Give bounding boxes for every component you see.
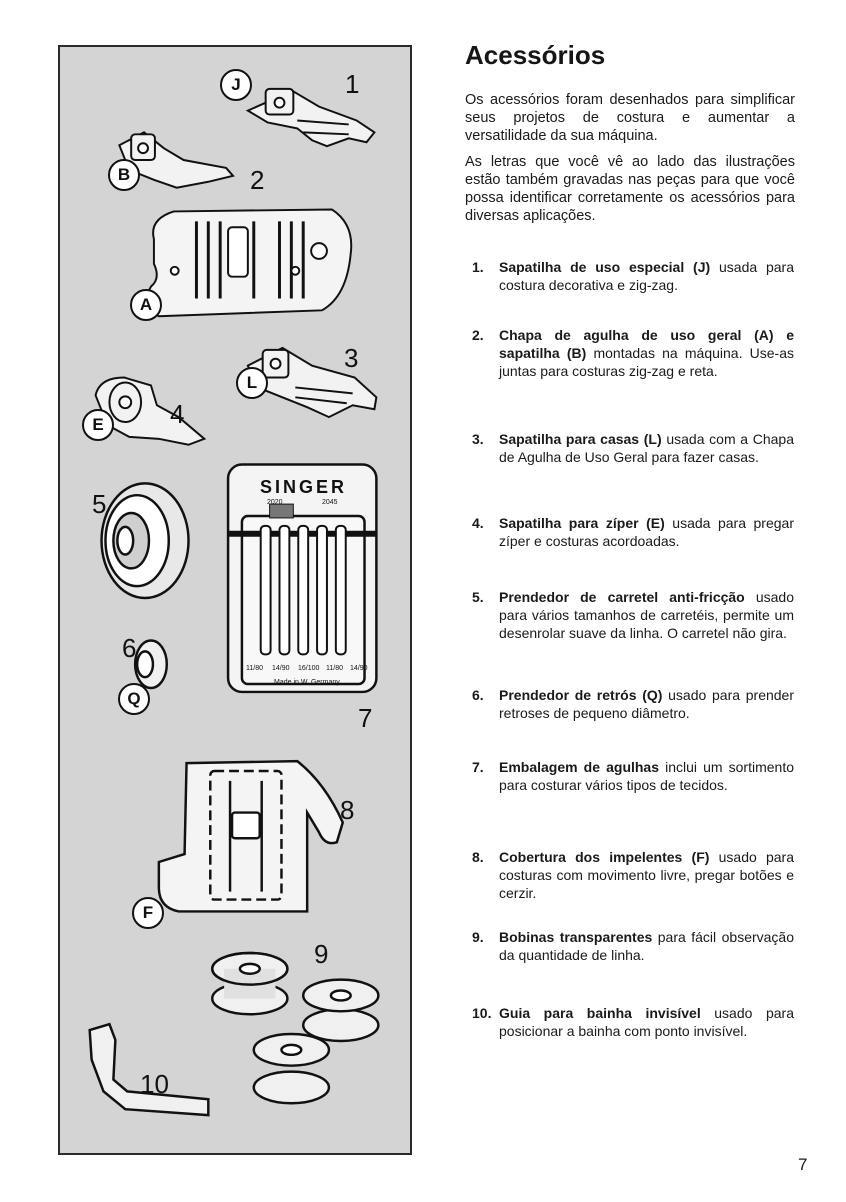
figure-number-7: 7 — [358, 703, 373, 733]
item-title: Prendedor de retrós (Q) — [499, 687, 663, 703]
figure-number-5: 5 — [92, 489, 107, 519]
letter-badge-f: F — [132, 897, 164, 929]
intro-paragraph-2: As letras que você vê ao lado das ilustrações estão também gravadas nas peças para que você possa identificar corretamente os acessórios para diversas aplicações. — [465, 154, 795, 224]
needle-size-5: 14/90 — [350, 665, 368, 672]
figure-number-3: 3 — [344, 343, 359, 373]
needle-pack-code-2: 2045 — [322, 499, 338, 506]
needle-pack-drawing — [228, 465, 376, 692]
item-text: usado para prender retroses de pequeno diâmetro. — [499, 687, 795, 721]
page-title: Acessórios — [465, 40, 606, 70]
needle-size-2: 14/90 — [272, 665, 290, 672]
letter-badge-q: Q — [118, 683, 150, 715]
item-title: Guia para bainha invisível — [499, 1005, 701, 1021]
item-number: 9. — [472, 929, 484, 945]
list-item — [472, 514, 794, 550]
accessories-illustration — [58, 45, 412, 1155]
list-item — [472, 258, 794, 294]
item-number: 4. — [472, 515, 484, 531]
item-text: usada com a Chapa de Agulha de Uso Geral para fazer casas. — [499, 431, 794, 465]
intro-paragraph-1: Os acessórios foram desenhados para simplificar seus projetos de costura e aumentar a versatilidade da sua máquina. — [465, 92, 795, 144]
figure-number-2: 2 — [250, 165, 265, 195]
needle-pack-origin: Made in W. Germany — [274, 679, 340, 686]
item-number: 6. — [472, 687, 484, 703]
item-text: usado para costuras com movimento livre, pregar botões e cerzir. — [499, 849, 794, 901]
figure-number-8: 8 — [340, 795, 355, 825]
list-item — [472, 1004, 794, 1040]
item-number: 3. — [472, 431, 484, 447]
item-text: montadas na máquina. Use-as juntas para costuras zig-zag e reta. — [499, 345, 795, 379]
bobbins-drawing — [212, 953, 378, 1103]
letter-badge-a: A — [130, 289, 162, 321]
list-item — [472, 326, 794, 380]
small-spool-holder-drawing — [135, 641, 167, 688]
zipper-foot-drawing — [96, 378, 205, 445]
page-number: 7 — [798, 1155, 808, 1174]
list-item — [472, 758, 794, 794]
needle-pack-brand: SINGER — [260, 477, 348, 497]
letter-badge-j: J — [220, 69, 252, 101]
item-text: para fácil observação da quantidade de linha. — [499, 929, 794, 963]
item-title: Sapatilha para zíper (E) — [499, 515, 665, 531]
item-title: Prendedor de carretel anti-fricção — [499, 589, 745, 605]
letter-badge-e: E — [82, 409, 114, 441]
feed-cover-plate-drawing — [159, 761, 343, 911]
letter-badge-b: B — [108, 159, 140, 191]
item-title: Bobinas transparentes — [499, 929, 653, 945]
text-column — [465, 40, 795, 233]
item-number: 10. — [472, 1005, 492, 1021]
item-text: usada para pregar zíper e costuras acordoadas. — [499, 515, 794, 549]
figure-number-6: 6 — [122, 633, 137, 663]
figure-number-4: 4 — [170, 399, 185, 429]
item-text: usado para posicionar a bainha com ponto invisível. — [499, 1005, 794, 1039]
accessories-drawings — [60, 47, 410, 1153]
item-number: 7. — [472, 759, 484, 775]
item-title: Sapatilha de uso especial (J) — [499, 259, 711, 275]
needle-size-1: 11/80 — [246, 665, 263, 672]
figure-number-10: 10 — [140, 1069, 169, 1099]
figure-number-1: 1 — [345, 69, 360, 99]
item-title: Embalagem de agulhas — [499, 759, 660, 775]
list-item — [472, 686, 794, 722]
list-item — [472, 588, 794, 642]
item-title: Sapatilha para casas (L) — [499, 431, 662, 447]
list-item — [472, 848, 794, 902]
list-item — [472, 928, 794, 964]
list-item — [472, 430, 794, 466]
item-title: Chapa de agulha de uso geral (A) e sapatilha (B) — [499, 327, 794, 361]
item-text: inclui um sortimento para costurar vários tipos de tecidos. — [499, 759, 794, 793]
needle-size-4: 11/80 — [326, 665, 343, 672]
item-number: 1. — [472, 259, 484, 275]
figure-number-9: 9 — [314, 939, 329, 969]
item-title: Cobertura dos impelentes (F) — [499, 849, 710, 865]
item-text: usado para vários tamanhos de carretéis, permite um desenrolar suave da linha. O carretel não gira. — [499, 589, 794, 641]
needle-size-3: 16/100 — [298, 665, 320, 672]
item-number: 8. — [472, 849, 484, 865]
needle-pack-code-1: 2020 — [267, 499, 283, 506]
needle-plate-drawing — [147, 209, 352, 316]
item-text: usada para costura decorativa e zig-zag. — [499, 259, 794, 293]
item-number: 5. — [472, 589, 484, 605]
letter-badge-l: L — [236, 367, 268, 399]
item-number: 2. — [472, 327, 484, 343]
spool-holder-drawing — [102, 483, 189, 598]
